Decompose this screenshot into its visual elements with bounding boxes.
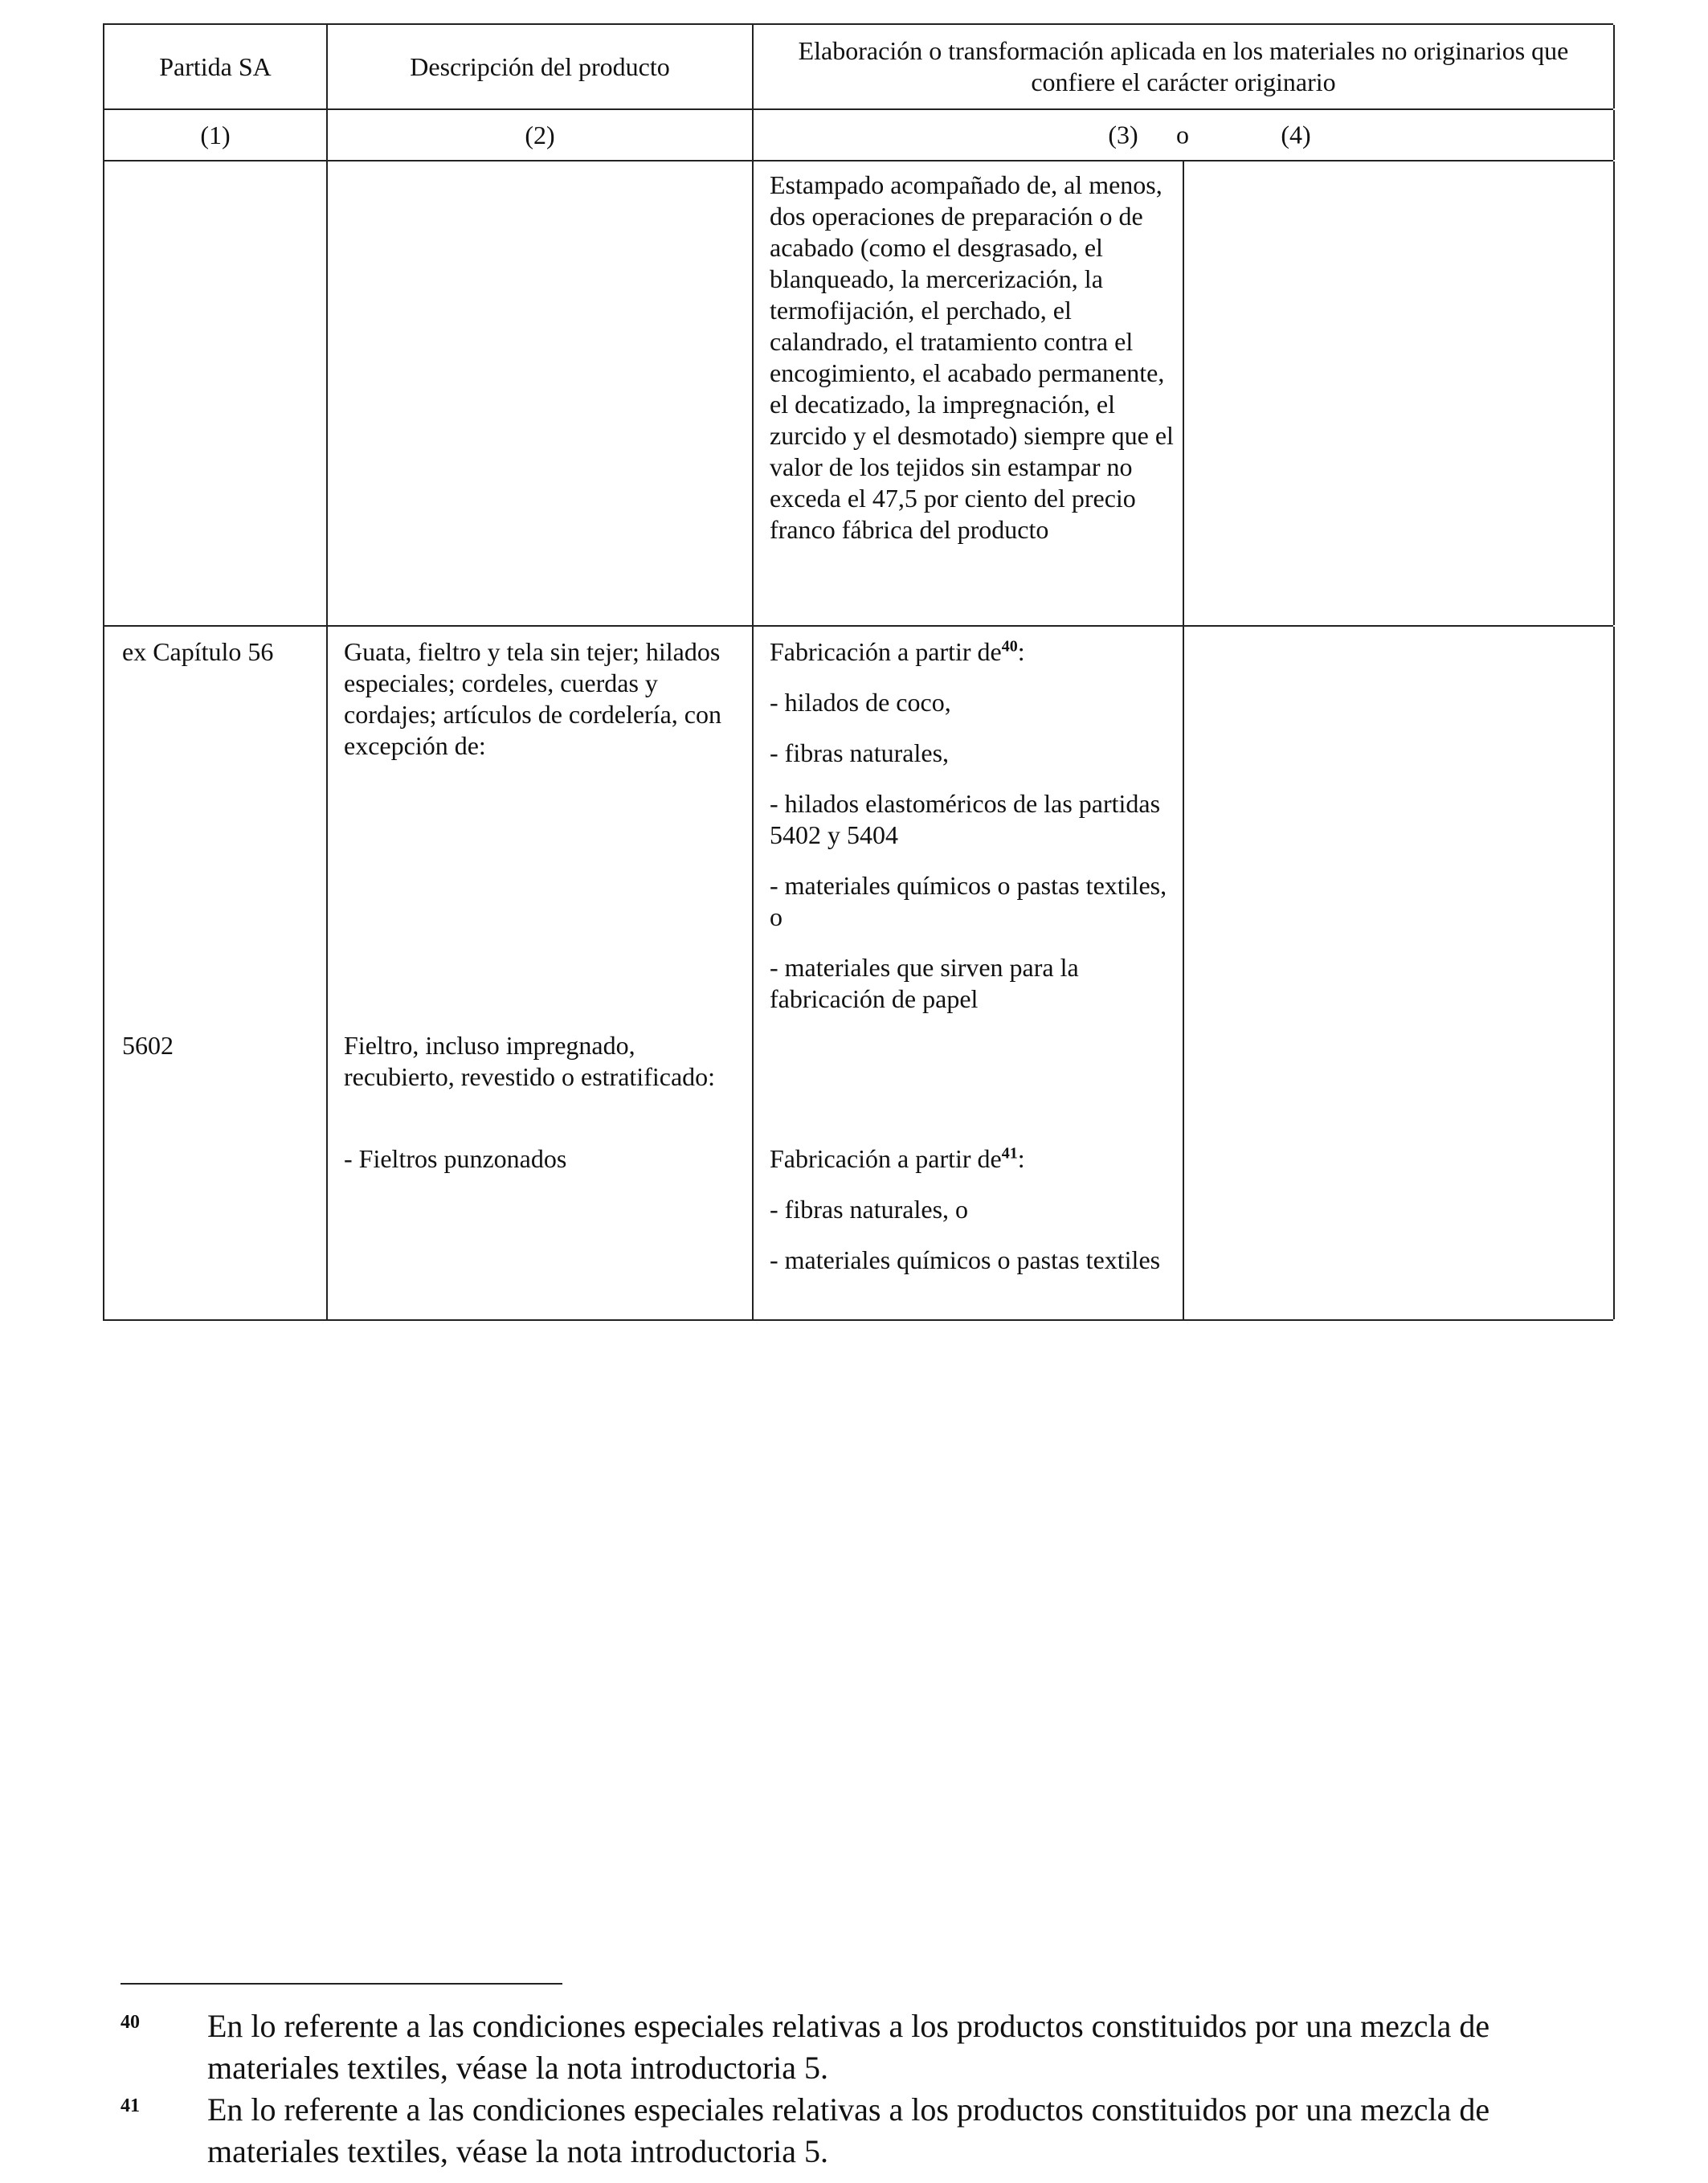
rule-cell-col3 <box>754 627 1184 1319</box>
rule-intro-40: Fabricación a partir $de^{40}$: <box>770 637 1025 666</box>
rule-cell-col3 <box>754 161 1184 625</box>
footnote-number: 41 <box>121 2095 140 2116</box>
description-cell <box>328 627 754 1319</box>
column-number-3: (3) <box>1108 120 1138 149</box>
rule-intro-41: Fabricación a partir $de^{41}$: <box>770 1144 1025 1173</box>
header-partida-sa: Partida SA <box>104 25 328 108</box>
column-number-row <box>103 110 1613 161</box>
header-descripcion: Descripción del producto <box>328 25 754 108</box>
partida-5602: 5602 <box>122 1031 174 1060</box>
column-or-separator: o <box>1176 120 1189 149</box>
footnote-separator <box>121 1983 562 1985</box>
footnote-text: En lo referente a las condiciones especiales relativas a los productos constituidos por una mezcla de materiales textiles, véase la nota introductoria 5. <box>207 2008 1490 2086</box>
list-item: - materiales químicos o pastas textiles, o <box>770 871 1167 931</box>
list-item: - materiales que sirven para la fabricación de papel <box>770 953 1079 1013</box>
list-item: - hilados elastoméricos de las partidas 5402 y 5404 <box>770 789 1161 849</box>
rule-text-estampado: Estampado acompañado de, al menos, dos operaciones de preparación o de acabado (como el desgrasado, el blanqueado, la mercerización, la termofijación, el perchado, el calandrado, el tratamiento contra el encogimiento, el acabado permanente, el decatizado, la impregnación, el zurcido y el desmotado) siempre que el valor de los tejidos sin estampar no exceda el 47,5 por ciento del precio franco fábrica del producto <box>770 170 1174 544</box>
table-row <box>103 161 1613 627</box>
column-number-1: (1) <box>104 110 328 160</box>
partida-cell <box>104 627 328 1319</box>
footnote-ref-41: 41 <box>1001 1144 1018 1163</box>
rule-capitulo-56 <box>770 636 1171 1015</box>
table-row <box>103 627 1613 1321</box>
list-item: - fibras naturales, o <box>770 1195 969 1224</box>
list-item: - materiales químicos o pastas textiles <box>770 1245 1161 1274</box>
footnote-ref-40: 40 <box>1001 637 1018 656</box>
footnote-number: 40 <box>121 2012 140 2033</box>
column-number-3-4 <box>754 110 1615 160</box>
column-number-4: (4) <box>1281 120 1311 149</box>
description-5602: Fieltro, incluso impregnado, recubierto, revestido o estratificado: <box>344 1031 716 1091</box>
list-item: - fibras naturales, <box>770 738 950 767</box>
footnote-text: En lo referente a las condiciones especiales relativas a los productos constituidos por una mezcla de materiales textiles, véase la nota introductoria 5. <box>207 2091 1490 2169</box>
header-elaboracion: Elaboración o transformación aplicada en los materiales no originarios que confiere el carácter originario <box>754 25 1615 108</box>
rule-cell-col4 <box>1184 627 1615 1319</box>
partida-ex-capitulo-56: ex Capítulo 56 <box>122 637 274 666</box>
description-capitulo-56: Guata, fieltro y tela sin tejer; hilados especiales; cordeles, cuerdas y cordajes; artículos de cordelería, con excepción de: <box>344 637 721 760</box>
description-fieltros-punzonados: - Fieltros punzonados <box>344 1144 567 1173</box>
list-item: - hilados de coco, <box>770 688 951 717</box>
rule-cell-col4 <box>1184 161 1615 625</box>
rule-5602 <box>770 1143 1171 1276</box>
table-header-row <box>103 23 1613 110</box>
column-number-2: (2) <box>328 110 754 160</box>
rules-table <box>103 23 1613 1321</box>
